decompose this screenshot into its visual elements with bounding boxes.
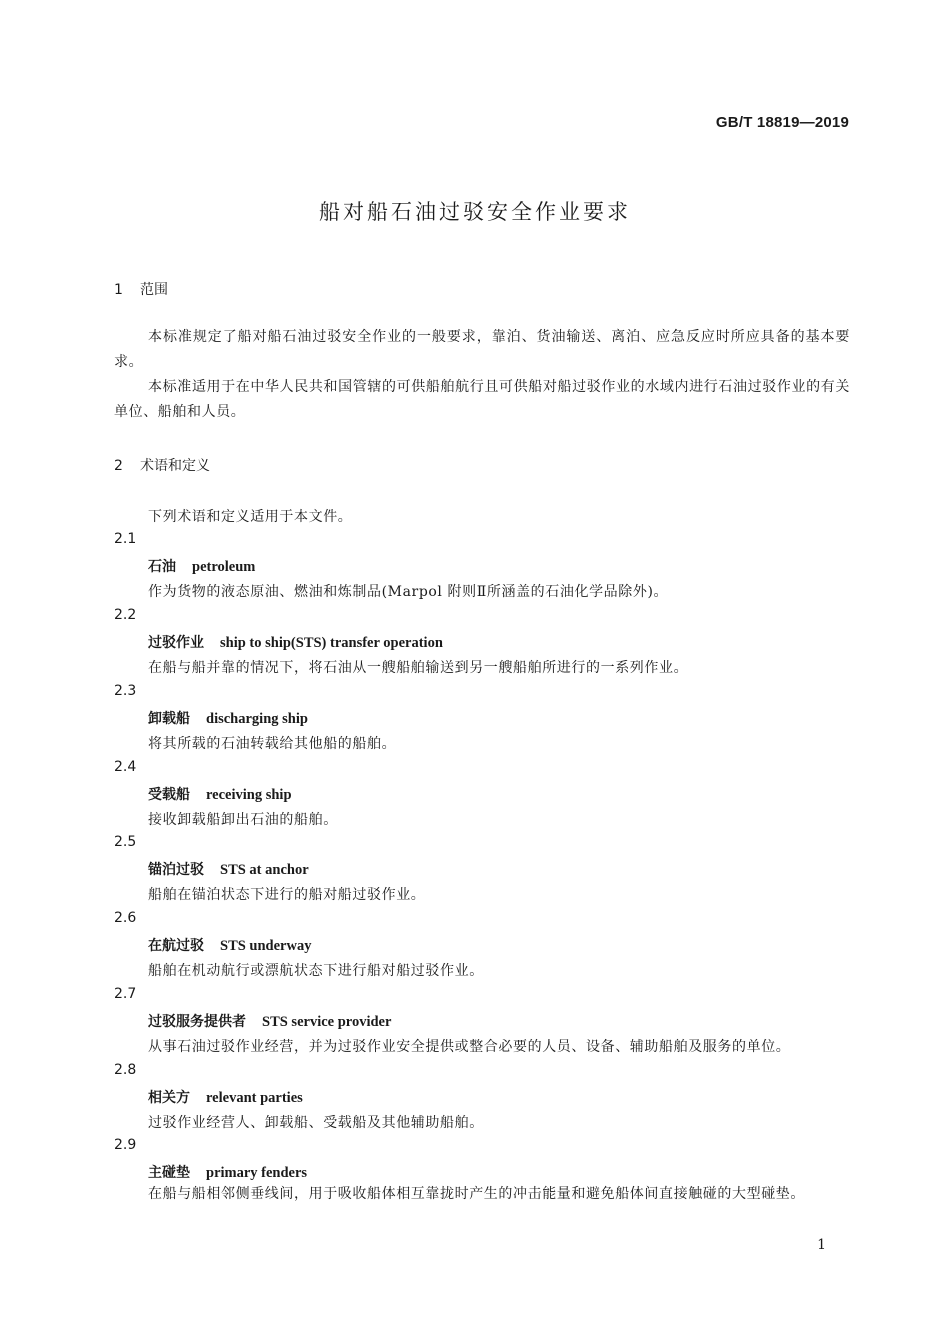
term-zh: 在航过驳 [148,938,204,954]
standard-code: GB/T 18819—2019 [715,114,849,131]
term-en: STS at anchor [220,862,309,878]
term-en: petroleum [192,559,256,575]
term-heading [148,708,308,728]
scope-paragraph: 本标准规定了船对船石油过驳安全作业的一般要求，靠泊、货油输送、离泊、应急反应时所应具备的基本要求。 [114,329,850,370]
term-number: 2.9 [114,1137,137,1153]
document-title: 船对船石油过驳安全作业要求 [319,200,631,224]
page-number: 1 [817,1237,826,1253]
term-definition: 将其所载的石油转载给其他船的船舶。 [148,736,397,752]
term-heading [148,1162,307,1182]
section-heading-scope [114,279,168,299]
term-zh: 相关方 [148,1090,190,1106]
term-en: discharging ship [206,711,308,727]
term-definition: 船舶在机动航行或漂航状态下进行船对船过驳作业。 [148,963,484,979]
term-heading [148,556,255,576]
term-number: 2.4 [114,759,137,775]
term-heading [148,1087,303,1107]
term-number: 2.3 [114,683,137,699]
term-definition: 过驳作业经营人、卸载船、受载船及其他辅助船舶。 [148,1115,484,1131]
term-en: STS service provider [262,1014,392,1030]
term-heading [148,935,311,955]
term-definition: 在船与船相邻侧垂线间，用于吸收船体相互靠拢时产生的冲击能量和避免船体间直接触碰的大型碰垫。 [148,1186,805,1202]
term-number: 2.8 [114,1062,137,1078]
term-zh: 卸载船 [148,711,190,727]
term-zh: 受载船 [148,787,190,803]
section-title: 术语和定义 [140,458,210,474]
term-en: ship to ship(STS) transfer operation [220,635,443,651]
term-zh: 过驳服务提供者 [148,1014,246,1030]
term-en: relevant parties [206,1090,303,1106]
section-number: 1 [114,282,123,298]
term-en: STS underway [220,938,312,954]
term-number: 2.2 [114,607,137,623]
term-zh: 过驳作业 [148,635,204,651]
term-definition: 从事石油过驳作业经营，并为过驳作业安全提供或整合必要的人员、设备、辅助船舶及服务的单位。 [148,1039,791,1055]
term-zh: 锚泊过驳 [148,862,204,878]
term-definition: 在船与船并靠的情况下，将石油从一艘船舶输送到另一艘船舶所进行的一系列作业。 [148,660,689,676]
section-heading-terms [114,455,210,475]
term-number: 2.7 [114,986,137,1002]
term-zh: 主碰垫 [148,1165,190,1181]
term-definition: 船舶在锚泊状态下进行的船对船过驳作业。 [148,887,426,903]
term-heading [148,859,309,879]
term-heading [148,1011,391,1031]
term-heading [148,784,292,804]
term-number: 2.5 [114,834,137,850]
term-en: primary fenders [206,1165,308,1181]
term-number: 2.1 [114,531,137,547]
term-zh: 石油 [148,559,176,575]
term-definition: 作为货物的液态原油、燃油和炼制品(Marpol 附则Ⅱ所涵盖的石油化学品除外)。 [148,584,669,600]
term-number: 2.6 [114,910,137,926]
terms-intro: 下列术语和定义适用于本文件。 [148,509,353,525]
term-heading [148,632,443,652]
term-definition: 接收卸载船卸出石油的船舶。 [148,812,338,828]
section-title: 范围 [140,282,168,298]
term-en: receiving ship [206,787,292,803]
section-number: 2 [114,458,123,474]
scope-paragraph: 本标准适用于在中华人民共和国管辖的可供船舶航行且可供船对船过驳作业的水域内进行石油过驳作业的有关单位、船舶和人员。 [114,379,850,420]
